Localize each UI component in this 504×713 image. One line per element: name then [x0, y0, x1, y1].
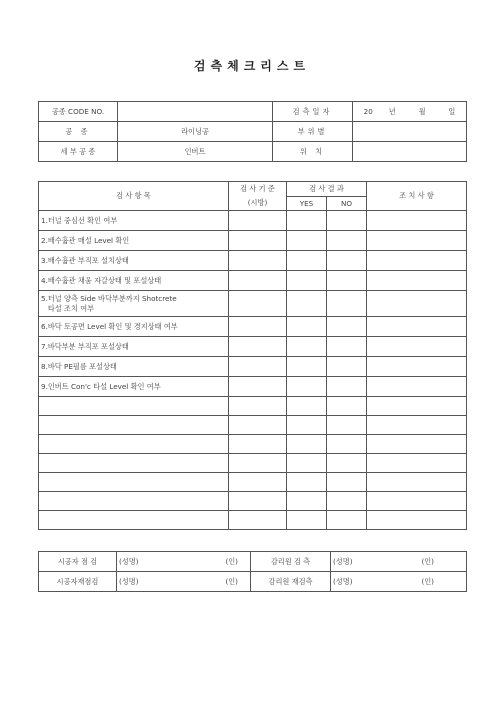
no-cell[interactable] [327, 397, 367, 416]
checklist-row [39, 317, 467, 337]
criteria-cell[interactable] [229, 271, 287, 291]
no-cell[interactable] [327, 231, 367, 251]
item-text: 5.터널 양측 Side 바닥부분까지 Shotcrete [41, 293, 177, 303]
col-no-header: NO [327, 196, 367, 211]
item-text-continued: 타설 조치 여부 [41, 303, 95, 313]
item-label [39, 357, 229, 377]
item-label [39, 337, 229, 357]
checklist-row [39, 251, 467, 271]
criteria-cell[interactable] [229, 511, 287, 530]
supervisor-inspect-label: 감리원 검 측 [251, 552, 331, 572]
seal-label: (인) [421, 576, 434, 586]
col-items-header: 검 사 항 목 [39, 182, 229, 211]
inspection-date-field[interactable] [353, 102, 467, 122]
no-cell[interactable] [327, 435, 367, 454]
action-cell[interactable] [367, 317, 467, 337]
position-field[interactable] [353, 142, 467, 162]
page-title: 검측체크리스트 [193, 59, 311, 73]
item-label [39, 435, 229, 454]
contractor-reinspect-signature[interactable] [117, 572, 251, 592]
item-label [39, 377, 229, 397]
item-text: 6.바닥 토공면 Level 확인 및 경지상태 여부 [41, 321, 178, 331]
contractor-inspect-signature[interactable] [117, 552, 251, 572]
yes-cell[interactable] [287, 473, 327, 492]
checklist-row [39, 211, 467, 231]
criteria-cell[interactable] [229, 454, 287, 473]
checklist-row [39, 492, 467, 511]
checklist-row [39, 473, 467, 492]
supervisor-reinspect-signature[interactable] [331, 572, 467, 592]
col-criteria-sub: (시방) [247, 198, 268, 207]
trade-code-field[interactable] [118, 102, 273, 122]
inspection-date-label: 검측일자 [273, 102, 353, 122]
item-label [39, 397, 229, 416]
no-cell[interactable] [327, 337, 367, 357]
no-cell[interactable] [327, 492, 367, 511]
criteria-cell[interactable] [229, 397, 287, 416]
col-result-header: 검 사 결 과 [287, 182, 367, 197]
criteria-cell[interactable] [229, 492, 287, 511]
checklist-header-row [39, 182, 467, 197]
checklist-table [38, 181, 467, 530]
header-row [39, 122, 467, 142]
header-row [39, 102, 467, 122]
trade-field[interactable]: 라이닝공 [118, 122, 273, 142]
no-cell[interactable] [327, 291, 367, 317]
col-yes-header: YES [287, 196, 327, 211]
name-label: (성명) [333, 576, 353, 586]
yes-cell[interactable] [287, 271, 327, 291]
item-text: 3.배수흄관 부직포 설치상태 [41, 255, 129, 265]
criteria-cell[interactable] [229, 473, 287, 492]
item-label [39, 511, 229, 530]
criteria-cell[interactable] [229, 251, 287, 271]
trade-code-label: 공종 CODE NO. [39, 102, 118, 122]
location-part-field[interactable] [353, 122, 467, 142]
col-criteria-title: 검 사 기 준 [240, 184, 275, 193]
item-label [39, 251, 229, 271]
criteria-cell[interactable] [229, 291, 287, 317]
action-cell[interactable] [367, 337, 467, 357]
item-label [39, 454, 229, 473]
position-label: 위 치 [273, 142, 353, 162]
seal-label: (인) [225, 556, 238, 566]
checklist-row [39, 397, 467, 416]
checklist-row [39, 337, 467, 357]
signature-table [38, 551, 467, 592]
col-criteria-header [229, 182, 287, 211]
item-text: 9.인버트 Con'c 타설 Level 확인 여부 [41, 381, 161, 391]
yes-cell[interactable] [287, 511, 327, 530]
action-cell[interactable] [367, 357, 467, 377]
yes-cell[interactable] [287, 251, 327, 271]
yes-cell[interactable] [287, 357, 327, 377]
yes-cell[interactable] [287, 435, 327, 454]
yes-cell[interactable] [287, 377, 327, 397]
checklist-row [39, 454, 467, 473]
item-label [39, 291, 229, 317]
criteria-cell[interactable] [229, 337, 287, 357]
item-label [39, 317, 229, 337]
checklist-row [39, 435, 467, 454]
checklist-row [39, 357, 467, 377]
item-text: 7.바닥부분 부직포 포설상태 [41, 341, 129, 351]
yes-cell[interactable] [287, 492, 327, 511]
checklist-row [39, 291, 467, 317]
action-cell[interactable] [367, 231, 467, 251]
signature-row [39, 552, 467, 572]
signature-row [39, 572, 467, 592]
item-text: 8.바닥 PE필름 포설상태 [41, 361, 117, 371]
date-year: 20 [363, 106, 373, 116]
no-cell[interactable] [327, 416, 367, 435]
criteria-cell[interactable] [229, 357, 287, 377]
no-cell[interactable] [327, 511, 367, 530]
action-cell[interactable] [367, 397, 467, 416]
criteria-cell[interactable] [229, 231, 287, 251]
item-label [39, 416, 229, 435]
action-cell[interactable] [367, 271, 467, 291]
location-part-label: 부위별 [273, 122, 353, 142]
name-label: (성명) [333, 556, 353, 566]
yes-cell[interactable] [287, 317, 327, 337]
no-cell[interactable] [327, 317, 367, 337]
date-year-unit: 년 [388, 106, 396, 116]
action-cell[interactable] [367, 435, 467, 454]
action-cell[interactable] [367, 211, 467, 231]
name-label: (성명) [119, 576, 139, 586]
contractor-inspect-label: 시공자 점 검 [39, 552, 117, 572]
action-cell[interactable] [367, 377, 467, 397]
name-label: (성명) [119, 556, 139, 566]
action-cell[interactable] [367, 291, 467, 317]
criteria-cell[interactable] [229, 211, 287, 231]
action-cell[interactable] [367, 511, 467, 530]
checklist-row [39, 416, 467, 435]
yes-cell[interactable] [287, 397, 327, 416]
criteria-cell[interactable] [229, 317, 287, 337]
item-label [39, 473, 229, 492]
trade-label: 공 종 [39, 122, 118, 142]
action-cell[interactable] [367, 416, 467, 435]
yes-cell[interactable] [287, 231, 327, 251]
date-month-unit: 월 [418, 106, 426, 116]
yes-cell[interactable] [287, 337, 327, 357]
checklist-row [39, 511, 467, 530]
checklist-row [39, 231, 467, 251]
item-label [39, 492, 229, 511]
criteria-cell[interactable] [229, 377, 287, 397]
no-cell[interactable] [327, 211, 367, 231]
yes-cell[interactable] [287, 416, 327, 435]
item-text: 1.터널 중심선 확인 여부 [41, 215, 118, 225]
item-text: 2.배수흄관 매설 Level 확인 [41, 235, 130, 245]
sub-trade-field[interactable]: 인버트 [118, 142, 273, 162]
action-cell[interactable] [367, 492, 467, 511]
no-cell[interactable] [327, 473, 367, 492]
supervisor-reinspect-label: 감리원 재검측 [251, 572, 331, 592]
yes-cell[interactable] [287, 291, 327, 317]
item-text: 4.배수흄관 채움 자갈상태 및 포설상태 [41, 275, 162, 285]
action-cell[interactable] [367, 251, 467, 271]
item-label [39, 211, 229, 231]
checklist-row [39, 377, 467, 397]
checklist-row [39, 271, 467, 291]
seal-label: (인) [421, 556, 434, 566]
date-day-unit: 일 [448, 106, 456, 116]
yes-cell[interactable] [287, 454, 327, 473]
action-cell[interactable] [367, 473, 467, 492]
yes-cell[interactable] [287, 211, 327, 231]
seal-label: (인) [225, 576, 238, 586]
no-cell[interactable] [327, 251, 367, 271]
no-cell[interactable] [327, 454, 367, 473]
col-action-header: 조 치 사 항 [367, 182, 467, 211]
sub-trade-label: 세 부 공 종 [39, 142, 118, 162]
checklist-items [39, 211, 467, 530]
item-label [39, 271, 229, 291]
contractor-reinspect-label: 시공자재점검 [39, 572, 117, 592]
header-row [39, 142, 467, 162]
no-cell[interactable] [327, 271, 367, 291]
action-cell[interactable] [367, 454, 467, 473]
supervisor-inspect-signature[interactable] [331, 552, 467, 572]
no-cell[interactable] [327, 377, 367, 397]
criteria-cell[interactable] [229, 416, 287, 435]
header-table [38, 101, 467, 162]
criteria-cell[interactable] [229, 435, 287, 454]
item-label [39, 231, 229, 251]
no-cell[interactable] [327, 357, 367, 377]
